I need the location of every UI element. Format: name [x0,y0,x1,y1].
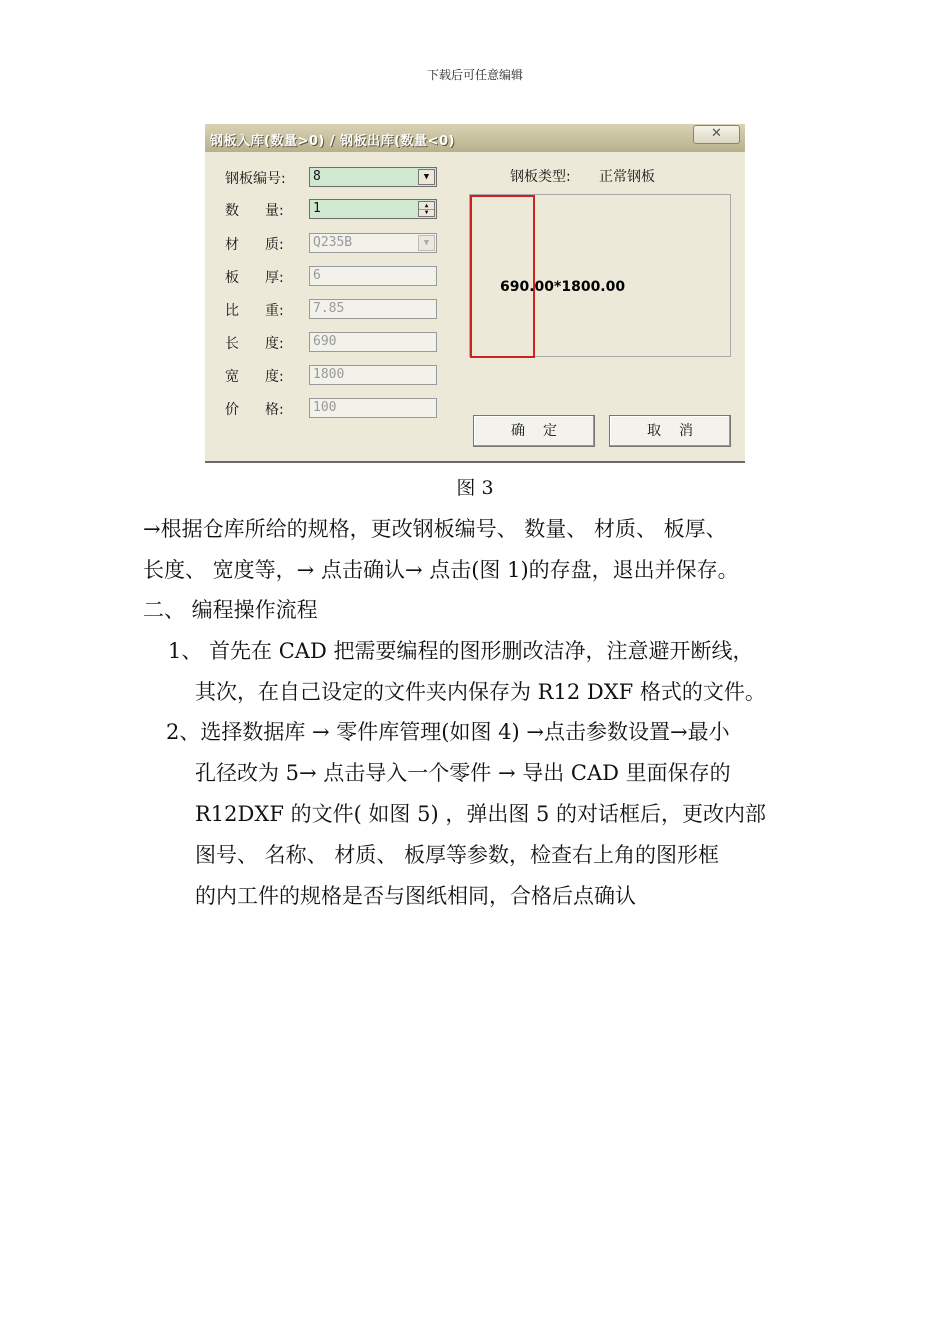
body-line: →根据仓库所给的规格，更改钢板编号、 数量、 材质、 板厚、 [143,517,727,541]
plate-outline [471,196,534,357]
density-field[interactable]: 7.85 [309,299,437,319]
chevron-down-icon[interactable]: ▼ [418,235,435,251]
header-note: 下载后可任意编辑 [426,68,523,82]
spinner-buttons[interactable] [418,201,435,217]
width-field[interactable]: 1800 [309,365,437,385]
spin-up-icon[interactable]: ▲ [419,202,434,210]
ok-button[interactable]: 确定 [473,415,595,447]
plate-type-value: 正常钢板 [599,169,655,185]
quantity-stepper[interactable]: 1 ▲ ▼ [309,199,437,219]
plate-dimensions: 690.00*1800.00 [500,279,626,295]
spin-down-icon[interactable]: ▼ [424,209,429,216]
body-line: 2、选择数据库 → 零件库管理(如图 4) →点击参数设置→最小 [166,720,730,744]
chevron-down-icon[interactable]: ▼ [418,169,435,185]
plate-number-dropdown[interactable]: 8 ▼ [309,167,437,187]
cancel-button[interactable]: 取消 [609,415,731,447]
body-line: 孔径改为 5→ 点击导入一个零件 → 导出 CAD 里面保存的 [195,761,731,785]
figure-caption: 图 3 [456,477,494,499]
thickness-field[interactable]: 6 [309,266,437,286]
dialog-titlebar [205,124,745,152]
body-line: R12DXF 的文件( 如图 5) ，弹出图 5 的对话框后，更改内部 [195,802,767,826]
body-line: 1、 首先在 CAD 把需要编程的图形删改洁净，注意避开断线， [168,639,754,663]
body-line: 其次，在自己设定的文件夹内保存为 R12 DXF 格式的文件。 [195,680,766,704]
dialog-title: 钢板入库(数量>0) / 钢板出库(数量<0) [210,134,455,149]
plate-outline-drawing [470,195,732,358]
steel-plate-dialog: 钢板入库(数量>0) / 钢板出库(数量<0) ✕ 钢板编号: 8 ▼ 数 量: 1 ▲ ▼ 材 质: Q235B ▼ 板 厚: 6 比 重: 7.85 长 度: 690 宽 度: 1800 价 格: 100 钢板类型: 正常钢板 690.00*1800.00 确定 取消 [205,124,745,463]
price-field[interactable]: 100 [309,398,437,418]
body-line: 图号、 名称、 材质、 板厚等参数，检查右上角的图形框 [195,843,720,867]
body-line: 长度、 宽度等，→ 点击确认→ 点击(图 1)的存盘，退出并保存。 [143,558,739,582]
plate-preview [469,194,731,357]
body-line: 的内工件的规格是否与图纸相同，合格后点确认 [195,884,636,908]
close-icon[interactable]: ✕ [693,125,740,144]
plate-type-label: 钢板类型: [510,169,571,185]
material-dropdown[interactable]: Q235B ▼ [309,233,437,253]
section-heading: 二、 编程操作流程 [143,598,318,622]
length-field[interactable]: 690 [309,332,437,352]
